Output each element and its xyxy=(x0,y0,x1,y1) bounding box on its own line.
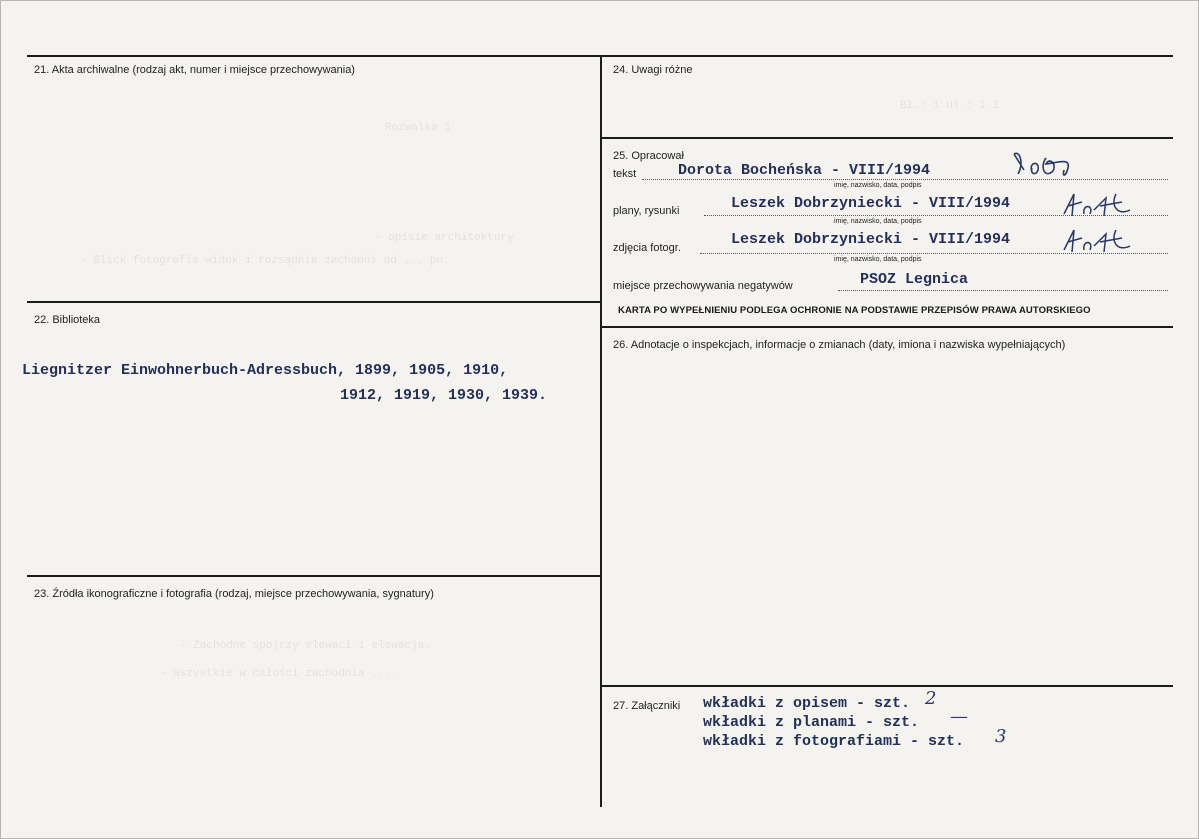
tekst-hint: imię, nazwisko, data, podpis xyxy=(834,182,922,189)
field-26-label: 26. Adnotacje o inspekcjach, informacje o zmianach (daty, imiona i nazwiska wypełniających) xyxy=(613,339,1066,351)
signature-tekst xyxy=(1010,148,1100,180)
show-through-text: - Blick fotografia widok i rozsądnie zachodni od ... pn. xyxy=(80,255,450,267)
library-entry-line2: 1912, 1919, 1930, 1939. xyxy=(340,387,548,404)
attachment-line3: wkładki z fotografiami - szt. xyxy=(703,733,965,750)
field-24-label: 24. Uwagi różne xyxy=(613,64,693,76)
show-through-text: - Zachodne spojrzy elewaci i elewacja. xyxy=(180,640,431,652)
attachment-line1: wkładki z opisem - szt. xyxy=(703,695,911,712)
show-through-text: - opisie architektury xyxy=(375,232,514,244)
attachment-line1-count: 2 xyxy=(925,688,937,709)
tekst-label: tekst xyxy=(613,168,637,180)
plany-label: plany, rysunki xyxy=(613,205,680,217)
field-21-label: 21. Akta archiwalne (rodzaj akt, numer i miejsce przechowywania) xyxy=(34,64,355,76)
attachment-line2: wkładki z planami - szt. xyxy=(703,714,920,731)
rule-25-26 xyxy=(600,326,1173,328)
copyright-notice: KARTA PO WYPEŁNIENIU PODLEGA OCHRONIE NA PODSTAWIE PRZEPISÓW PRAWA AUTORSKIEGO xyxy=(618,305,1091,316)
negatywy-line xyxy=(838,290,1168,291)
rule-24-25 xyxy=(600,137,1173,139)
negatywy-value: PSOZ Legnica xyxy=(860,271,969,288)
plany-hint: imię, nazwisko, data, podpis xyxy=(834,218,922,225)
rule-26-27 xyxy=(600,685,1173,687)
center-rule xyxy=(600,55,602,807)
attachment-line2-count: — xyxy=(950,706,968,727)
show-through-text: Bł.: 1 ul.: 1 1 xyxy=(900,100,1000,112)
field-27-label: 27. Załączniki xyxy=(613,700,681,712)
negatywy-label: miejsce przechowywania negatywów xyxy=(613,280,793,292)
zdjecia-label: zdjęcia fotogr. xyxy=(613,242,681,254)
zdjecia-value: Leszek Dobrzyniecki - VIII/1994 xyxy=(731,231,1011,248)
field-23-label: 23. Źródła ikonograficzne i fotografia (rodzaj, miejsce przechowywania, sygnatury) xyxy=(34,588,434,600)
field-25-label: 25. Opracował xyxy=(613,150,684,162)
rule-22-23 xyxy=(27,575,601,577)
signature-zdjecia xyxy=(1060,226,1140,256)
zdjecia-hint: imię, nazwisko, data, podpis xyxy=(834,256,922,263)
rule-21-22 xyxy=(27,301,601,303)
show-through-text: - wszystkie w całości zachodnia .... xyxy=(160,668,398,680)
plany-value: Leszek Dobrzyniecki - VIII/1994 xyxy=(731,195,1011,212)
field-22-label: 22. Biblioteka xyxy=(34,314,101,326)
show-through-text: Rozwalka 1 xyxy=(385,122,452,134)
signature-plany xyxy=(1060,190,1140,220)
library-entry-line1: Liegnitzer Einwohnerbuch-Adressbuch, 1899, 1905, 1910, xyxy=(22,362,509,379)
tekst-value: Dorota Bocheńska - VIII/1994 xyxy=(678,162,931,179)
attachment-line3-count: 3 xyxy=(995,726,1007,747)
